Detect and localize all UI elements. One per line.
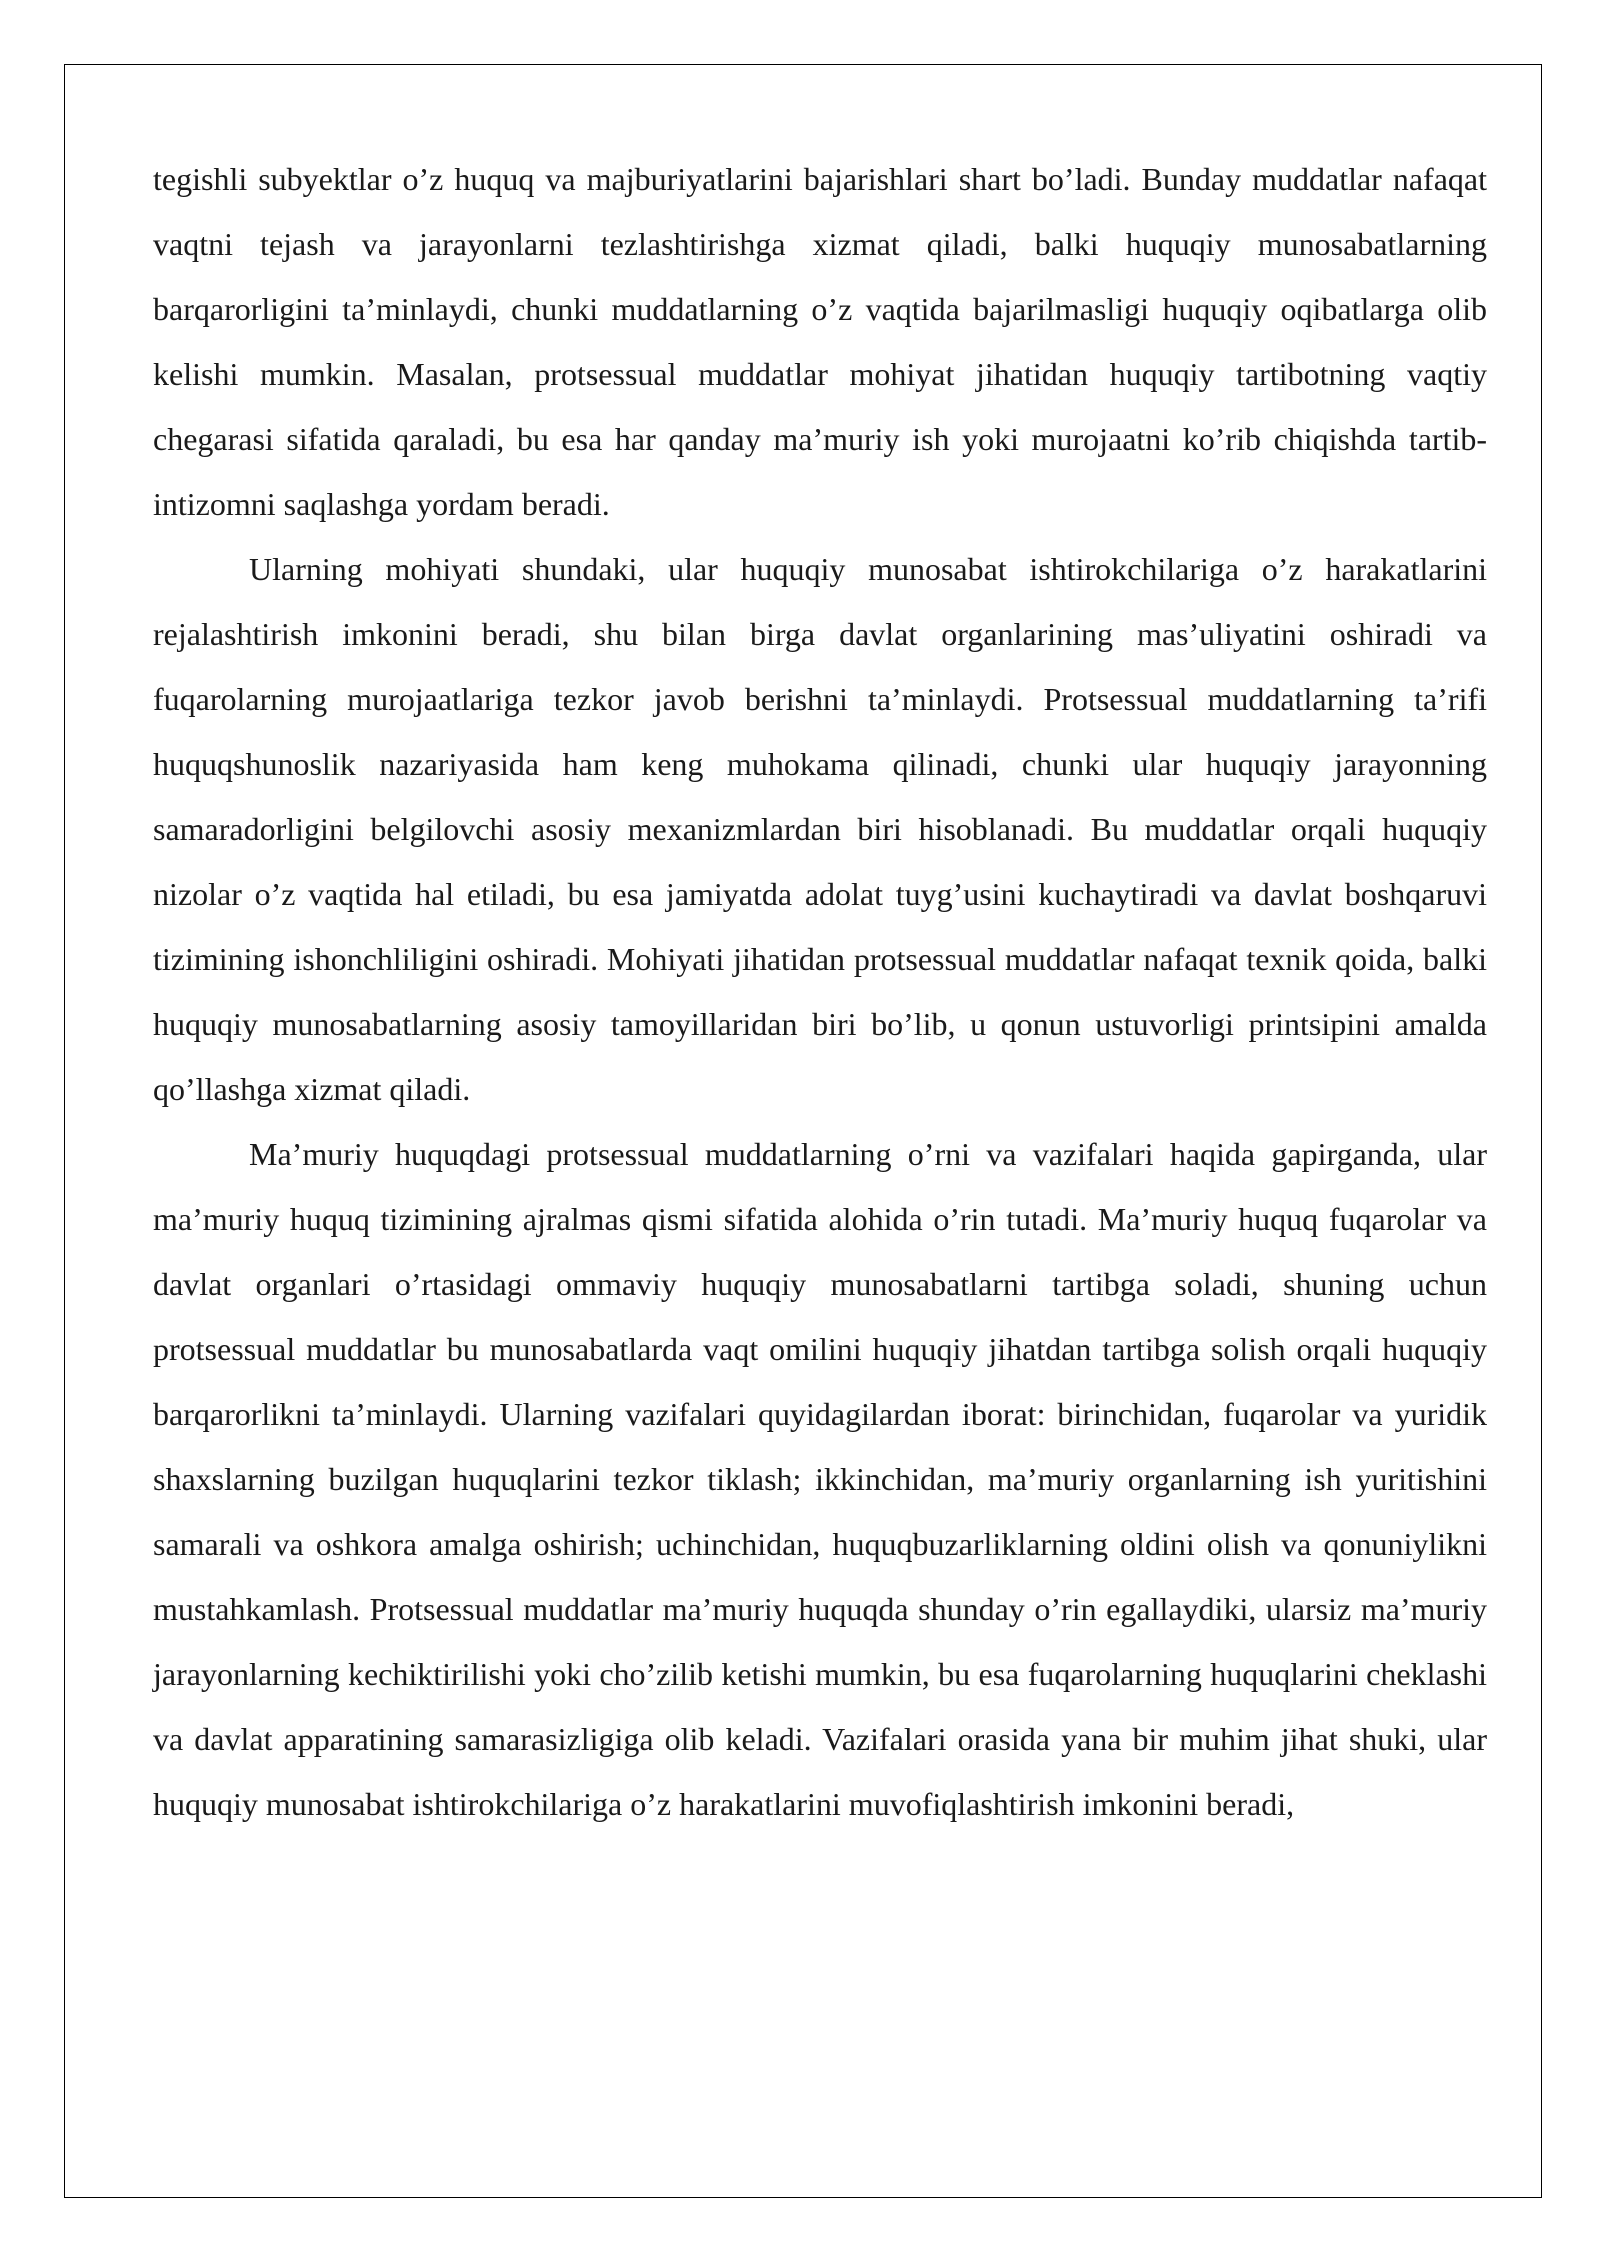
paragraph-1: tegishli subyektlar o’z huquq va majburiyatlarini bajarishlari shart bo’ladi. Bunday muddatlar nafaqat vaqtni tejash va jarayonlarni tezlashtirishga xizmat qiladi, balki huquqiy munosabatlarning barqarorligini ta’minlaydi, chunki muddatlarning o’z vaqtida bajarilmasligi huquqiy oqibatlarga olib kelishi mumkin. Masalan, protsessual muddatlar mohiyat jihatidan huquqiy tartibotning vaqtiy chegarasi sifatida qaraladi, bu esa har qanday ma’muriy ish yoki murojaatni ko’rib chiqishda tartib-intizomni saqlashga yordam beradi. <box>153 161 1487 522</box>
document-body <box>153 147 1487 1837</box>
paragraph-2: Ularning mohiyati shundaki, ular huquqiy munosabat ishtirokchilariga o’z harakatlarini rejalashtirish imkonini beradi, shu bilan birga davlat organlarining mas’uliyatini oshiradi va fuqarolarning murojaatlariga tezkor javob berishni ta’minlaydi. Protsessual muddatlarning ta’rifi huquqshunoslik nazariyasida ham keng muhokama qilinadi, chunki ular huquqiy jarayonning samaradorligini belgilovchi asosiy mexanizmlardan biri hisoblanadi. Bu muddatlar orqali huquqiy nizolar o’z vaqtida hal etiladi, bu esa jamiyatda adolat tuyg’usini kuchaytiradi va davlat boshqaruvi tizimining ishonchliligini oshiradi. Mohiyati jihatidan protsessual muddatlar nafaqat texnik qoida, balki huquqiy munosabatlarning asosiy tamoyillaridan biri bo’lib, u qonun ustuvorligi printsipini amalda qo’llashga xizmat qiladi. <box>153 551 1487 1107</box>
paragraph-3: Ma’muriy huquqdagi protsessual muddatlarning o’rni va vazifalari haqida gapirganda, ular ma’muriy huquq tizimining ajralmas qismi sifatida alohida o’rin tutadi. Ma’muriy huquq fuqarolar va davlat organlari o’rtasidagi ommaviy huquqiy munosabatlarni tartibga soladi, shuning uchun protsessual muddatlar bu munosabatlarda vaqt omilini huquqiy jihatdan tartibga solish orqali huquqiy barqarorlikni ta’minlaydi. Ularning vazifalari quyidagilardan iborat: birinchidan, fuqarolar va yuridik shaxslarning buzilgan huquqlarini tezkor tiklash; ikkinchidan, ma’muriy organlarning ish yuritishini samarali va oshkora amalga oshirish; uchinchidan, huquqbuzarliklarning oldini olish va qonuniylikni mustahkamlash. Protsessual muddatlar ma’muriy huquqda shunday o’rin egallaydiki, ularsiz ma’muriy jarayonlarning kechiktirilishi yoki cho’zilib ketishi mumkin, bu esa fuqarolarning huquqlarini cheklashi va davlat apparatining samarasizligiga olib keladi. Vazifalari orasida yana bir muhim jihat shuki, ular huquqiy munosabat ishtirokchilariga o’z harakatlarini muvofiqlashtirish imkonini beradi, <box>153 1136 1487 1822</box>
